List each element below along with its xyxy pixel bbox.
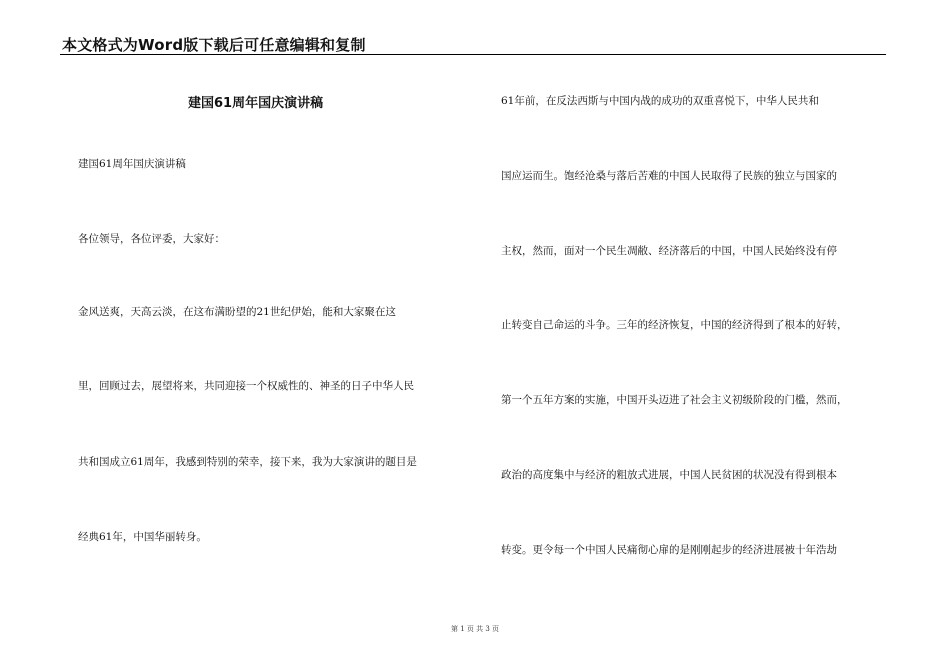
download-notice-header: 本文格式为Word版下载后可任意编辑和复制 [62, 36, 366, 54]
paragraph-greeting: 各位领导，各位评委，大家好： [78, 233, 225, 245]
document-title: 建国61周年国庆演讲稿 [188, 96, 324, 111]
paragraph-line: 政治的高度集中与经济的粗放式进展，中国人民贫困的状况没有得到根本 [501, 469, 837, 481]
paragraph-line: 止转变自己命运的斗争。三年的经济恢复，中国的经济得到了根本的好转， [501, 319, 848, 331]
paragraph-line: 金风送爽，天高云淡，在这布满盼望的21世纪伊始，能和大家聚在这 [78, 306, 396, 318]
paragraph-title-line: 建国61周年国庆演讲稿 [78, 158, 186, 170]
paragraph-line: 第一个五年方案的实施，中国开头迈进了社会主义初级阶段的门槛，然而， [501, 394, 848, 406]
paragraph-line: 共和国成立61周年，我感到特别的荣幸，接下来，我为大家演讲的题目是 [78, 456, 417, 468]
paragraph-line: 61年前，在反法西斯与中国内战的成功的双重喜悦下，中华人民共和 [501, 95, 819, 107]
paragraph-line: 经典61年，中国华丽转身。 [78, 531, 207, 543]
paragraph-line: 国应运而生。饱经沧桑与落后苦难的中国人民取得了民族的独立与国家的 [501, 170, 837, 182]
paragraph-line: 转变。更令每一个中国人民痛彻心扉的是刚刚起步的经济进展被十年浩劫 [501, 544, 837, 556]
page-number: 第 1 页 共 3 页 [450, 625, 500, 633]
paragraph-line: 主权，然而，面对一个民生凋敝、经济落后的中国，中国人民始终没有停 [501, 245, 837, 257]
paragraph-line: 里，回顾过去，展望将来，共同迎接一个权威性的、神圣的日子中华人民 [78, 380, 414, 392]
header-divider [60, 54, 886, 55]
